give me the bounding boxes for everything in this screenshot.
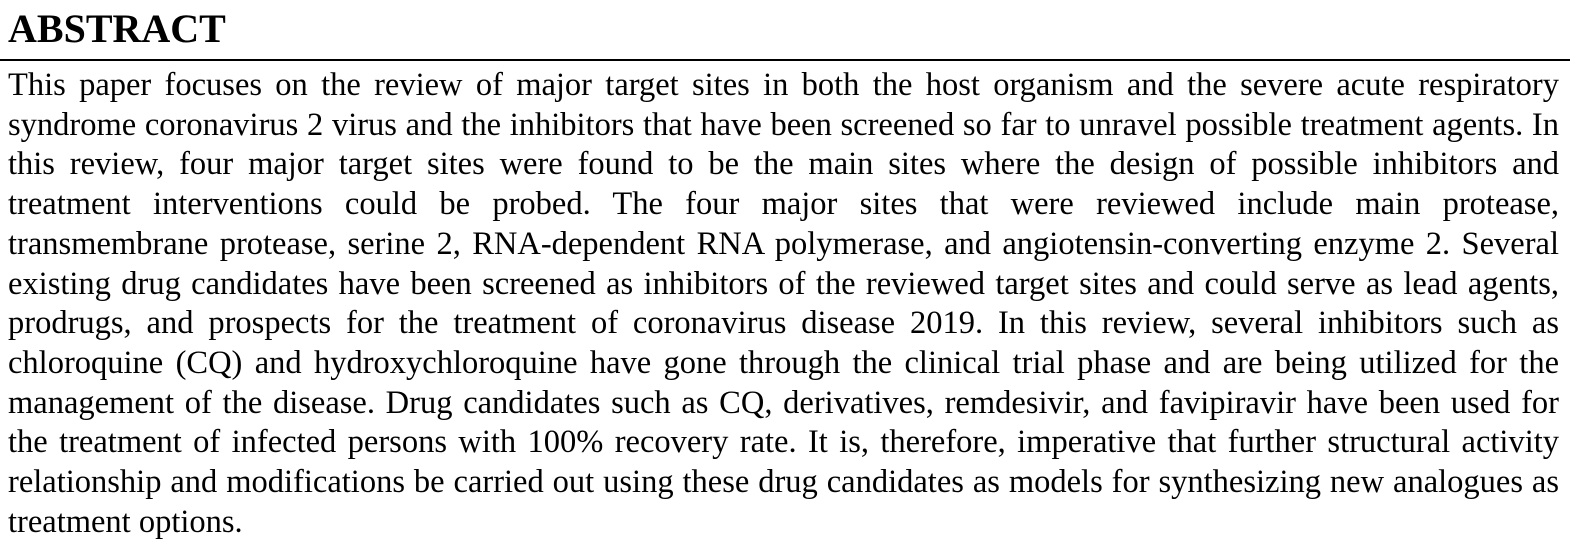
heading-divider <box>0 59 1570 61</box>
abstract-heading: ABSTRACT <box>8 6 226 51</box>
abstract-body-text: This paper focuses on the review of major target sites in both the host organism and the severe acute respiratory syndrome coronavirus 2 virus and the inhibitors that have been screened so far to unravel possible treatment agents. In this review, four major target sites were found to be the main sites where the design of possible inhibitors and treatment interventions could be probed. The four major sites that were reviewed include main protease, transmembrane protease, serine 2, RNA-dependent RNA polymerase, and angiotensin-converting enzyme 2. Several existing drug candidates have been screened as inhibitors of the reviewed target sites and could serve as lead agents, prodrugs, and prospects for the treatment of coronavirus disease 2019. In this review, several inhibitors such as chloroquine (CQ) and hydroxychloroquine have gone through the clinical trial phase and are being utilized for the management of the disease. Drug candidates such as CQ, derivatives, remdesivir, and favipiravir have been used for the treatment of infected persons with 100% recovery rate. It is, therefore, imperative that further structural activity relationship and modifications be carried out using these drug candidates as models for synthesizing new analogues as treatment options. <box>8 67 1559 540</box>
